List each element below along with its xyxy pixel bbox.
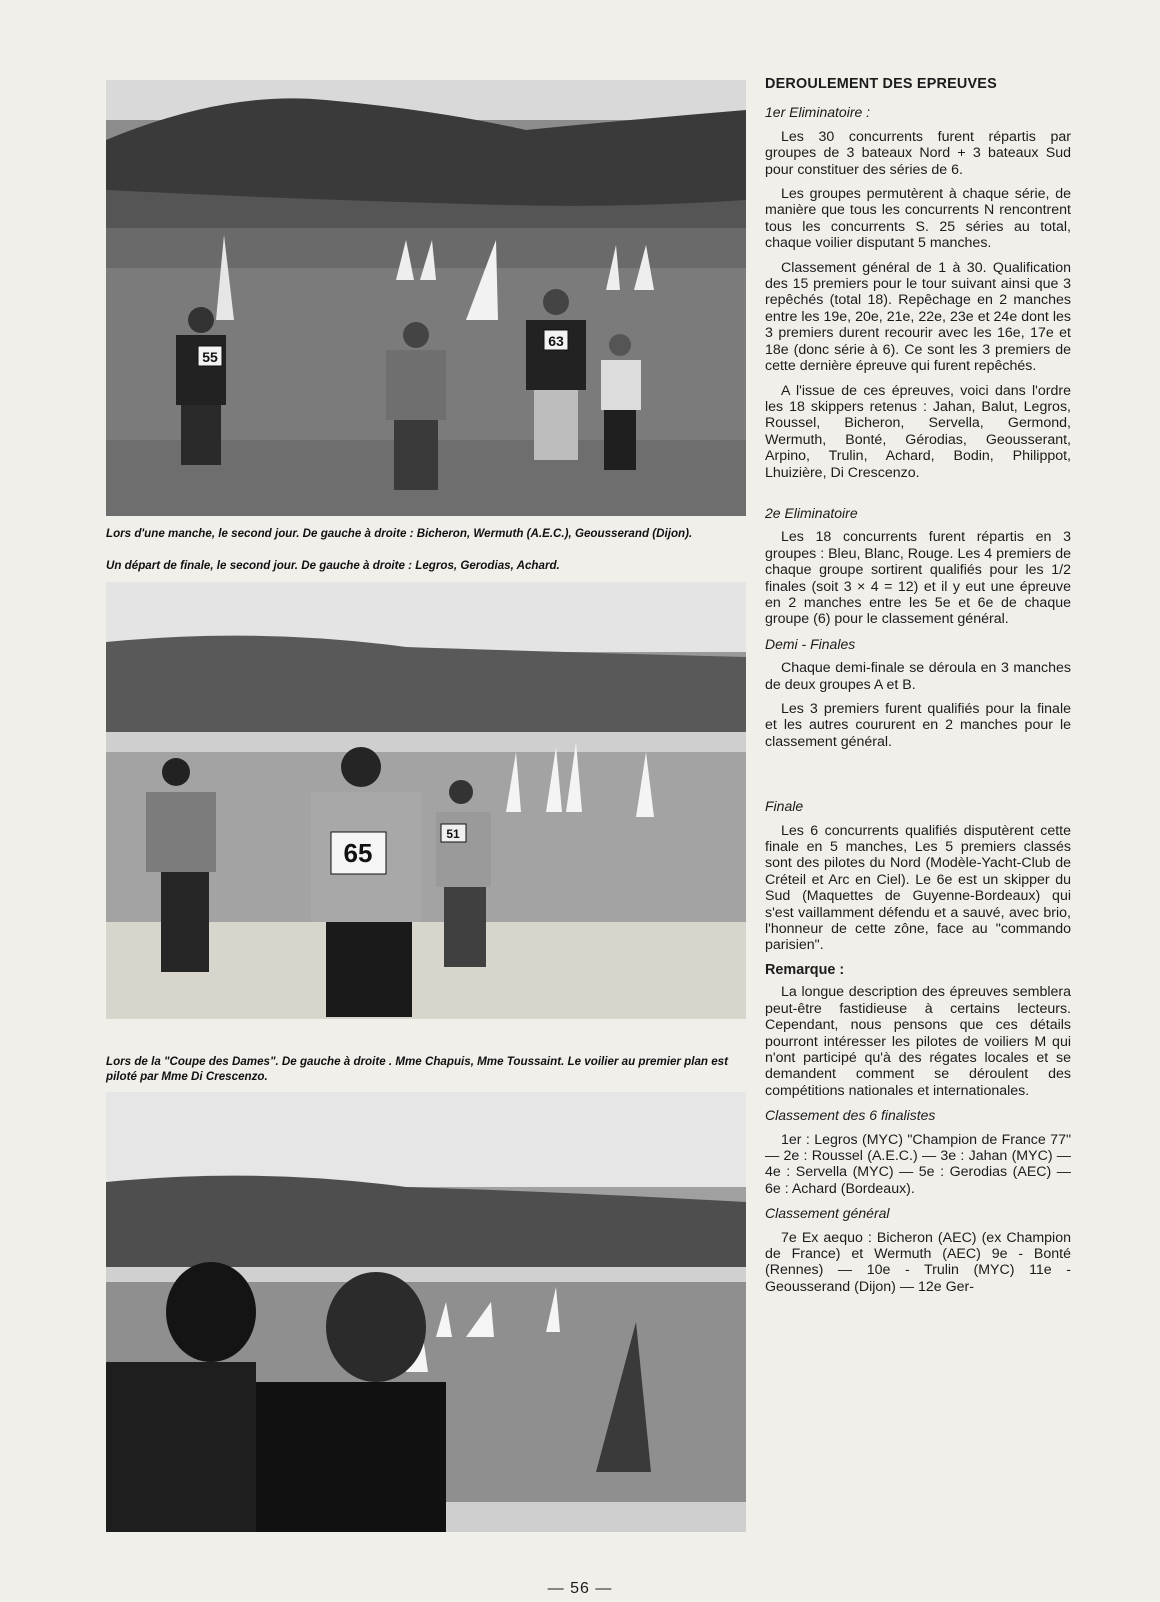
paragraph: Chaque demi-finale se déroula en 3 manches de deux groupes A et B. (765, 660, 1071, 693)
paragraph: 7e Ex aequo : Bicheron (AEC) (ex Champion de France) et Wermuth (AEC) 9e - Bonté (Rennes) — 10e - Trulin (MYC) 11e - Geousserand (Dijon) — 12e Ger- (765, 1229, 1071, 1295)
article-heading: DEROULEMENT DES EPREUVES (765, 76, 997, 92)
article-column (765, 76, 1071, 1303)
paragraph: Les groupes permutèrent à chaque série, de manière que tous les concurrents N rencontrent tous les concurrents S. 25 séries au total, chaque voilier disputant 5 manches. (765, 186, 1071, 252)
section-title: Finale (765, 798, 804, 815)
paragraph: Classement général de 1 à 30. Qualification des 15 premiers pour le tour suivant ainsi que 3 repêchés (total 18). Repêchage en 2 manches entre les 19e, 20e, 21e, 22e, 23e et 24e dont les 3 premiers durent recourir avec les 16e, 17e et 18e (donc série à 6). Ce sont les 3 premiers de cette dernière épreuve qui furent repêchés. (765, 259, 1071, 375)
paragraph: 1er : Legros (MYC) "Champion de France 77" — 2e : Roussel (A.E.C.) — 3e : Jahan (MYC) — 4e : Servella (MYC) — 5e : Gerodias (AEC) — 6e : Achard (Bordeaux). (765, 1131, 1071, 1197)
photo-spectators-lake (106, 1092, 746, 1532)
photo-sailors-wading (106, 80, 746, 516)
section-title: 1er Eliminatoire : (765, 104, 871, 121)
photo-caption: Lors de la "Coupe des Dames". De gauche à droite . Mme Chapuis, Mme Toussaint. Le voilier au premier plan est piloté par Mme Di Crescenzo. (106, 1055, 728, 1083)
bib-number: 65 (343, 838, 373, 868)
page-number: — 56 — (547, 1580, 613, 1597)
paragraph: Les 6 concurrents qualifiés disputèrent cette finale en 5 manches, Les 5 premiers classés sont des pilotes du Nord (Modèle-Yacht-Club de Créteil et Arc en Ciel). Le 6e est un skipper du Sud (Maquettes de Guyenne-Bordeaux) qui s'est vaillamment défendu et a sauvé, avec brio, l'honneur de cette zône, face au "commando parisien". (765, 822, 1071, 954)
paragraph: A l'issue de ces épreuves, voici dans l'ordre les 18 skippers retenus : Jahan, Balut, Legros, Roussel, Bicheron, Servella, Germond, Wermuth, Bonté, Gérodias, Geousserant, Arpino, Trulin, Achard, Bodin, Philippot, Lhuizière, Di Crescenzo. (765, 382, 1071, 481)
section-title: Classement général (765, 1205, 890, 1222)
paragraph: Les 3 premiers furent qualifiés pour la finale et les autres coururent en 2 manches pour le classement général. (765, 701, 1071, 750)
section-title: Classement des 6 finalistes (765, 1107, 936, 1124)
section-title: 2e Eliminatoire (765, 504, 858, 521)
paragraph: Les 30 concurrents furent répartis par groupes de 3 bateaux Nord + 3 bateaux Sud pour constituer des séries de 6. (765, 128, 1071, 178)
bib-number: 63 (548, 333, 564, 349)
bib-number: 51 (446, 827, 460, 841)
remark-title: Remarque : (765, 961, 845, 978)
photo-coupe-des-dames (106, 582, 746, 1019)
paragraph: Les 18 concurrents furent répartis en 3 groupes : Bleu, Blanc, Rouge. Les 4 premiers de chaque groupe sortirent qualifiés pour les 1/2 finales (soit 3 × 4 = 12) et il y eut une épreuve en 2 manches entre les 5e et 6e de chaque groupe (6) pour le classement général. (765, 529, 1071, 628)
section-title: Demi - Finales (765, 635, 856, 652)
photo-caption: Un départ de finale, le second jour. De gauche à droite : Legros, Gerodias, Achard. (106, 559, 560, 572)
paragraph: La longue description des épreuves semblera peut-être fastidieuse à certains lecteurs. Cependant, nous pensons que ces détails pourront intéresser les pilotes de voiliers M qui n'ont participé qu'à des régates locales et se demandent comment se déroulent des compétitions nationales et internationales. (765, 984, 1071, 1099)
photo-caption: Lors d'une manche, le second jour. De gauche à droite : Bicheron, Wermuth (A.E.C.), Geousserand (Dijon). (106, 527, 693, 540)
bib-number: 55 (202, 349, 218, 365)
